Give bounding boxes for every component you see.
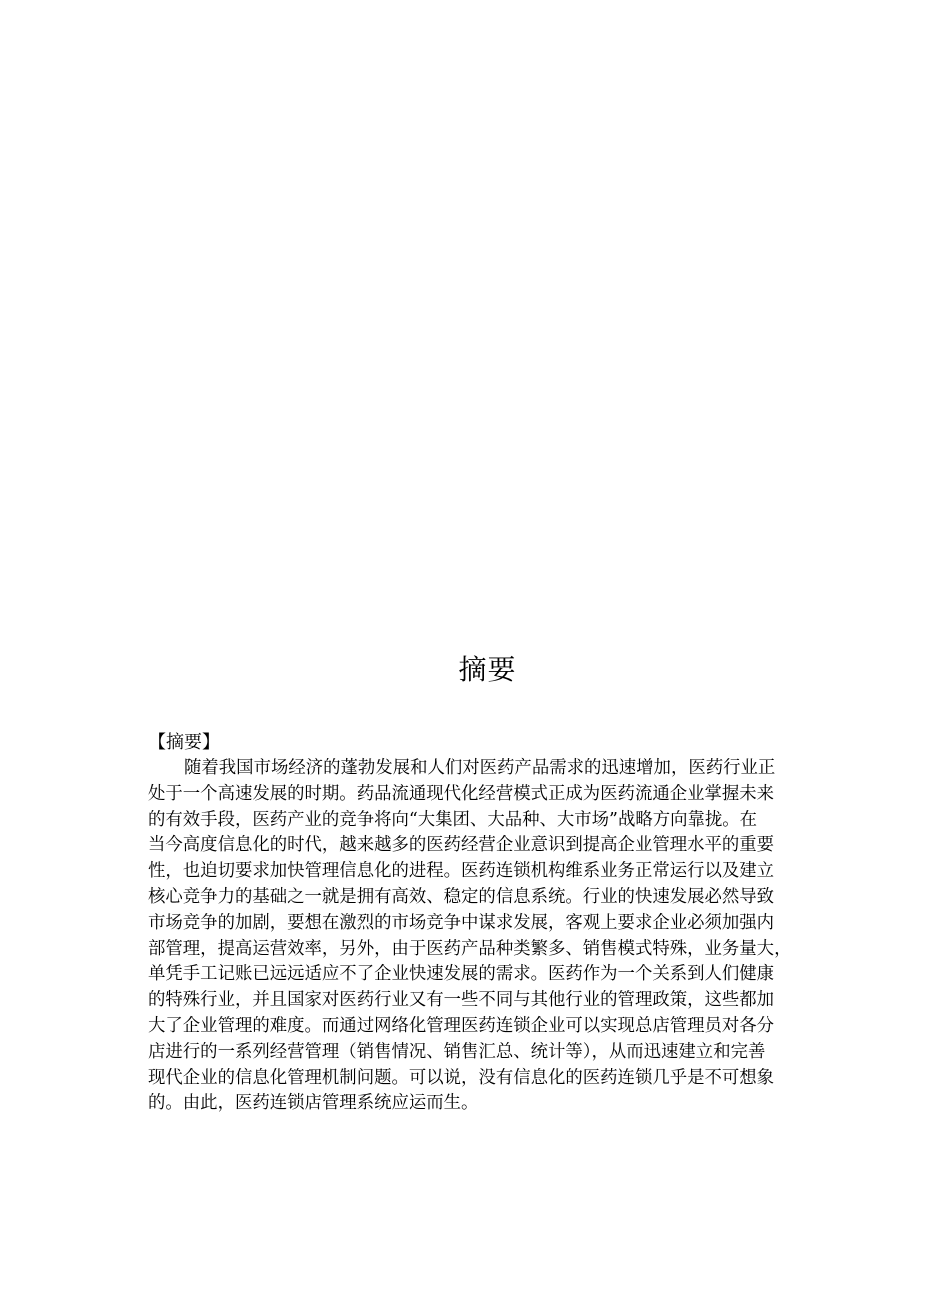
- paragraph-line: 随着我国市场经济的蓬勃发展和人们对医药产品需求的迅速增加，医药行业正: [184, 758, 776, 778]
- page-title: 摘要: [458, 653, 517, 686]
- paragraph-line: 单凭手工记账已远远适应不了企业快速发展的需求。医药作为一个关系到人们健康: [148, 964, 775, 985]
- paragraph-line: 大了企业管理的难度。而通过网络化管理医药连锁企业可以实现总店管理员对各分: [148, 1015, 775, 1036]
- paragraph-line: 处于一个高速发展的时期。药品流通现代化经营模式正成为医药流通企业掌握未来: [148, 783, 775, 804]
- section-label: 【摘要】: [148, 732, 220, 753]
- paragraph-line: 的特殊行业，并且国家对医药行业又有一些不同与其他行业的管理政策，这些都加: [148, 990, 775, 1011]
- paragraph-line: 现代企业的信息化管理机制问题。可以说，没有信息化的医药连锁几乎是不可想象: [148, 1067, 775, 1088]
- paragraph-line: 的。由此，医药连锁店管理系统应运而生。: [148, 1093, 479, 1114]
- paragraph-line: 店进行的一系列经营管理（销售情况、销售汇总、统计等），从而迅速建立和完善: [148, 1041, 766, 1062]
- paragraph-line: 的有效手段，医药产业的竞争将向“大集团、大品种、大市场”战略方向靠拢。在: [148, 809, 758, 830]
- abstract-paragraph: [148, 756, 838, 1117]
- paragraph-line: 性，也迫切要求加快管理信息化的进程。医药连锁机构维系业务正常运行以及建立: [148, 861, 775, 882]
- paragraph-line: 部管理，提高运营效率，另外，由于医药产品种类繁多、销售模式特殊，业务量大，: [148, 938, 792, 959]
- paragraph-line: 当今高度信息化的时代，越来越多的医药经营企业意识到提高企业管理水平的重要: [148, 835, 775, 856]
- paragraph-line: 市场竞争的加剧，要想在激烈的市场竞争中谋求发展，客观上要求企业必须加强内: [148, 912, 775, 933]
- paragraph-line: 核心竞争力的基础之一就是拥有高效、稳定的信息系统。行业的快速发展必然导致: [148, 886, 775, 907]
